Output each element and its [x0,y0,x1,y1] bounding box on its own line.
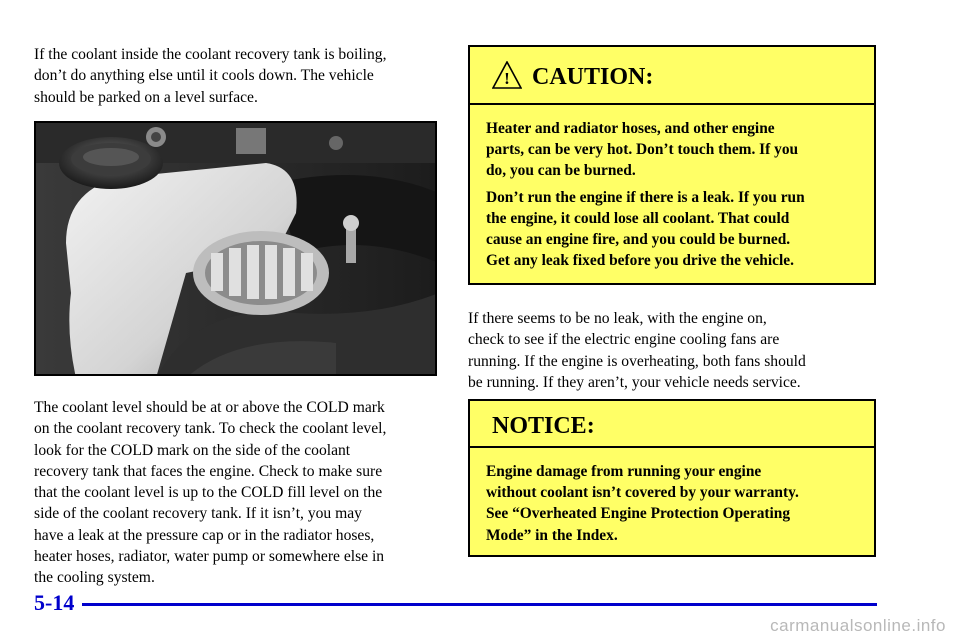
notice-line: See “Overheated Engine Protection Operating [486,505,791,523]
notice-header [470,401,874,448]
caution-body [486,118,805,271]
intro-line: If the coolant inside the coolant recovery tank is boiling, [34,46,387,63]
caution-header [470,47,874,105]
level-line: the cooling system. [34,569,155,587]
footer-rule [82,603,877,606]
intro-line: don’t do anything else until it cools down. The vehicle [34,67,374,85]
notice-box [468,399,876,557]
engine-coolant-tank-photo [34,121,437,376]
notice-paragraph [486,461,799,546]
level-line: The coolant level should be at or above the COLD mark [34,399,385,416]
engine-photo-illustration [36,123,437,376]
caution-line: do, you can be burned. [486,162,636,180]
caution-paragraph [486,118,805,182]
caution-paragraph [486,187,805,272]
level-line: side of the coolant recovery tank. If it isn’t, you may [34,505,362,523]
caution-box [468,45,876,285]
watermark: carmanualsonline.info [770,616,946,635]
page-number: 5-14 [34,590,75,615]
leak-line: check to see if the electric engine cooling fans are [468,331,780,349]
leak-line: be running. If they aren’t, your vehicle needs service. [468,373,801,391]
leak-line: running. If the engine is overheating, both fans should [468,352,806,370]
level-line: on the coolant recovery tank. To check the coolant level, [34,420,387,438]
level-line: that the coolant level is up to the COLD fill level on the [34,484,383,502]
level-line: look for the COLD mark on the side of the coolant [34,441,351,459]
notice-body [486,461,799,546]
caution-line: parts, can be very hot. Don’t touch them. If you [486,141,799,159]
warning-glyph: ! [504,69,510,88]
warning-triangle-icon [492,61,522,89]
level-line: have a leak at the pressure cap or in the radiator hoses, [34,526,375,544]
notice-line: Engine damage from running your engine [486,463,762,480]
level-line: heater hoses, radiator, water pump or somewhere else in [34,548,385,566]
notice-title: NOTICE: [492,413,595,439]
caution-line: Heater and radiator hoses, and other engine [486,120,775,137]
coolant-level-paragraph [34,397,386,589]
level-line: recovery tank that faces the engine. Check to make sure [34,462,383,480]
leak-check-paragraph [468,308,806,393]
notice-line: Mode” in the Index. [486,526,618,544]
caution-line: Don’t run the engine if there is a leak. If you run [486,188,805,206]
caution-line: Get any leak fixed before you drive the vehicle. [486,252,794,270]
notice-line: without coolant isn’t covered by your warranty. [486,484,799,502]
caution-line: the engine, it could lose all coolant. That could [486,209,790,227]
intro-line: should be parked on a level surface. [34,88,258,106]
caution-line: cause an engine fire, and you could be burned. [486,231,791,249]
leak-line: If there seems to be no leak, with the engine on, [468,310,767,327]
caution-title: CAUTION: [532,64,654,90]
intro-paragraph [34,44,387,108]
